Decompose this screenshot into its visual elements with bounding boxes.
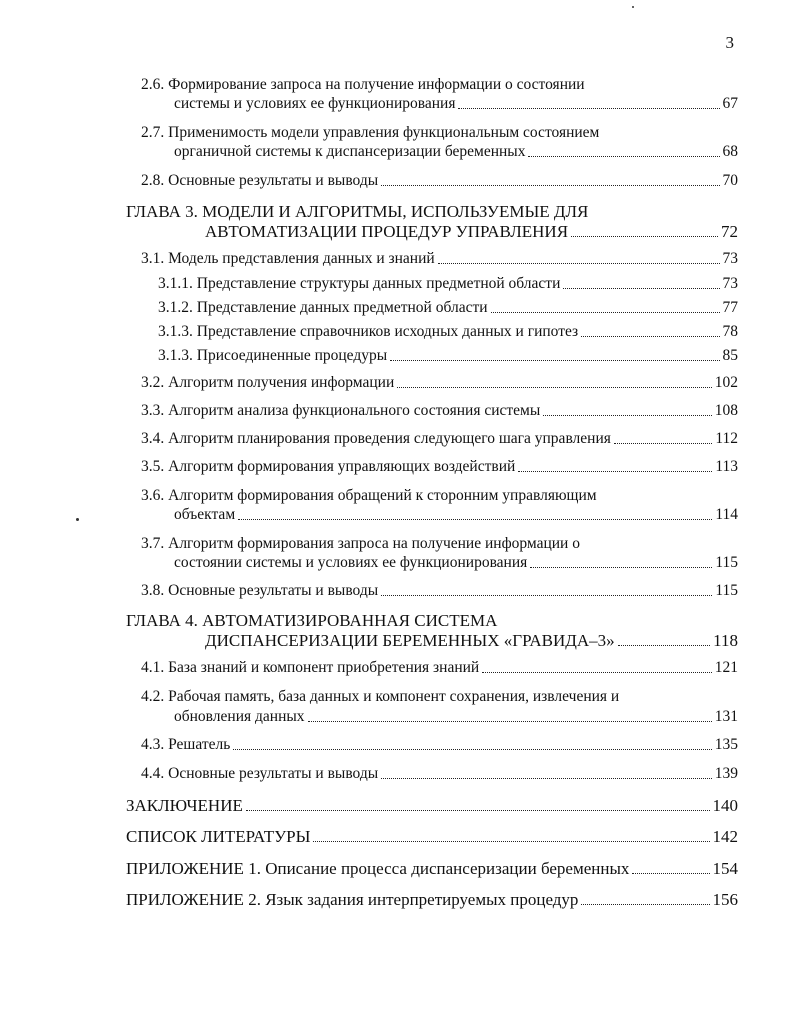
scan-speck (632, 6, 634, 8)
toc-entry[interactable] (174, 708, 738, 726)
toc-entry-page: 139 (714, 765, 738, 782)
dot-leader (438, 263, 720, 264)
toc-entry-text: органичной системы к диспансеризации беременных (174, 143, 526, 160)
toc-entry-page: 112 (715, 430, 738, 447)
toc-entry-text: ПРИЛОЖЕНИЕ 2. Язык задания интерпретируемых процедур (126, 890, 579, 909)
toc-entry[interactable] (141, 402, 738, 420)
toc-entry-page: 156 (712, 890, 738, 909)
toc-entry-text: ЗАКЛЮЧЕНИЕ (126, 796, 243, 815)
toc-entry-text: 4.1. База знаний и компонент приобретения знаний (141, 659, 480, 676)
toc-entry[interactable] (158, 275, 738, 293)
toc-entry-text: ДИСПАНСЕРИЗАЦИИ БЕРЕМЕННЫХ «ГРАВИДА–3» (205, 631, 615, 650)
toc-entry-page: 102 (714, 374, 738, 391)
toc-entry-text: 3.1.3. Присоединенные процедуры (158, 347, 388, 364)
dot-leader (563, 288, 719, 289)
toc-entry[interactable] (141, 736, 738, 754)
dot-leader (518, 471, 712, 472)
toc-entry-text: 3.1.2. Представление данных предметной области (158, 299, 488, 316)
toc-entry-line1: 3.7. Алгоритм формирования запроса на получение информации о (141, 535, 580, 552)
toc-entry-text: объектам (174, 506, 236, 523)
dot-leader (390, 360, 719, 361)
toc-entry-page: 68 (722, 143, 738, 160)
toc-chapter[interactable] (126, 859, 738, 878)
toc-chapter[interactable] (126, 827, 738, 846)
toc-entry[interactable] (158, 347, 738, 365)
toc-chapter[interactable] (126, 796, 738, 815)
toc-entry-text: 3.1. Модель представления данных и знаний (141, 250, 435, 267)
toc-entry[interactable] (158, 323, 738, 341)
dot-leader (618, 645, 710, 646)
toc-entry-page: 85 (722, 347, 738, 364)
toc-entry-text: системы и условиях ее функционирования (174, 95, 456, 112)
toc-entry-page: 73 (722, 250, 738, 267)
toc-entry-text: 3.5. Алгоритм формирования управляющих воздействий (141, 458, 516, 475)
dot-leader (458, 108, 719, 109)
toc-entry[interactable] (174, 554, 738, 572)
toc-entry-page: 78 (722, 323, 738, 340)
dot-leader (581, 904, 709, 905)
dot-leader (571, 236, 718, 237)
dot-leader (246, 810, 710, 811)
toc-entry[interactable] (141, 430, 738, 448)
toc-entry-text: ПРИЛОЖЕНИЕ 1. Описание процесса диспансеризации беременных (126, 859, 630, 878)
dot-leader (381, 595, 712, 596)
toc-entry-text: обновления данных (174, 708, 305, 725)
toc-entry-page: 115 (715, 554, 738, 571)
toc-entry-text: 2.8. Основные результаты и выводы (141, 172, 379, 189)
toc-entry[interactable] (141, 172, 738, 190)
toc-entry-text: 3.2. Алгоритм получения информации (141, 374, 395, 391)
toc-entry-page: 154 (712, 859, 738, 878)
toc-entry-line1: 4.2. Рабочая память, база данных и компонент сохранения, извлечения и (141, 688, 620, 705)
toc-entry-text: СПИСОК ЛИТЕРАТУРЫ (126, 827, 311, 846)
toc-entry-text: 3.1.1. Представление структуры данных предметной области (158, 275, 561, 292)
dot-leader (233, 749, 711, 750)
toc-entry[interactable] (141, 458, 738, 476)
dot-leader (313, 841, 709, 842)
toc-entry-page: 140 (712, 796, 738, 815)
toc-entry[interactable] (141, 765, 738, 783)
dot-leader (632, 873, 709, 874)
toc-entry-page: 121 (714, 659, 738, 676)
toc-entry-page: 131 (714, 708, 738, 725)
toc-entry-page: 135 (714, 736, 738, 753)
toc-entry[interactable] (174, 95, 738, 113)
dot-leader (238, 519, 712, 520)
toc-chapter[interactable] (205, 222, 738, 241)
dot-leader (614, 443, 712, 444)
dot-leader (581, 336, 719, 337)
toc-entry-page: 108 (714, 402, 738, 419)
toc-chapter[interactable] (126, 890, 738, 909)
toc-chapter-line1: ГЛАВА 4. АВТОМАТИЗИРОВАННАЯ СИСТЕМА (126, 611, 498, 630)
dot-leader (397, 387, 712, 388)
toc-entry-line1: 2.7. Применимость модели управления функциональным состоянием (141, 124, 600, 141)
toc-entry-text: 3.4. Алгоритм планирования проведения следующего шага управления (141, 430, 611, 447)
toc-entry[interactable] (174, 143, 738, 161)
toc-entry-page: 70 (722, 172, 738, 189)
toc-entry-text: 3.3. Алгоритм анализа функционального состояния системы (141, 402, 541, 419)
toc-entry-text: АВТОМАТИЗАЦИИ ПРОЦЕДУР УПРАВЛЕНИЯ (205, 222, 569, 241)
toc-entry-page: 113 (715, 458, 738, 475)
dot-leader (381, 778, 712, 779)
toc-entry-text: 3.8. Основные результаты и выводы (141, 582, 379, 599)
page-number: 3 (725, 33, 734, 52)
toc-entry-page: 118 (713, 631, 738, 650)
toc-entry[interactable] (141, 659, 738, 677)
toc-entry[interactable] (141, 250, 738, 268)
toc-entry-text: состоянии системы и условиях ее функционирования (174, 554, 528, 571)
toc-entry-page: 72 (721, 222, 738, 241)
dot-leader (491, 312, 720, 313)
scan-speck (76, 518, 79, 521)
toc-entry-page: 114 (715, 506, 738, 523)
dot-leader (482, 672, 712, 673)
toc-entry[interactable] (141, 582, 738, 600)
toc-entry[interactable] (174, 506, 738, 524)
toc-entry-line1: 2.6. Формирование запроса на получение информации о состоянии (141, 76, 585, 93)
toc-entry-page: 77 (722, 299, 738, 316)
toc-entry-page: 142 (712, 827, 738, 846)
toc-chapter-line1: ГЛАВА 3. МОДЕЛИ И АЛГОРИТМЫ, ИСПОЛЬЗУЕМЫЕ ДЛЯ (126, 202, 589, 221)
toc-entry-page: 67 (722, 95, 738, 112)
dot-leader (543, 415, 711, 416)
toc-entry-text: 4.3. Решатель (141, 736, 231, 753)
toc-entry-line1: 3.6. Алгоритм формирования обращений к сторонним управляющим (141, 487, 597, 504)
toc-entry-text: 3.1.3. Представление справочников исходных данных и гипотез (158, 323, 579, 340)
toc-entry-page: 115 (715, 582, 738, 599)
toc-entry-text: 4.4. Основные результаты и выводы (141, 765, 379, 782)
dot-leader (530, 567, 712, 568)
toc-entry-page: 73 (722, 275, 738, 292)
dot-leader (308, 721, 712, 722)
toc-chapter[interactable] (205, 631, 738, 650)
toc-entry[interactable] (158, 299, 738, 317)
dot-leader (528, 156, 719, 157)
dot-leader (381, 185, 719, 186)
toc-entry[interactable] (141, 374, 738, 392)
